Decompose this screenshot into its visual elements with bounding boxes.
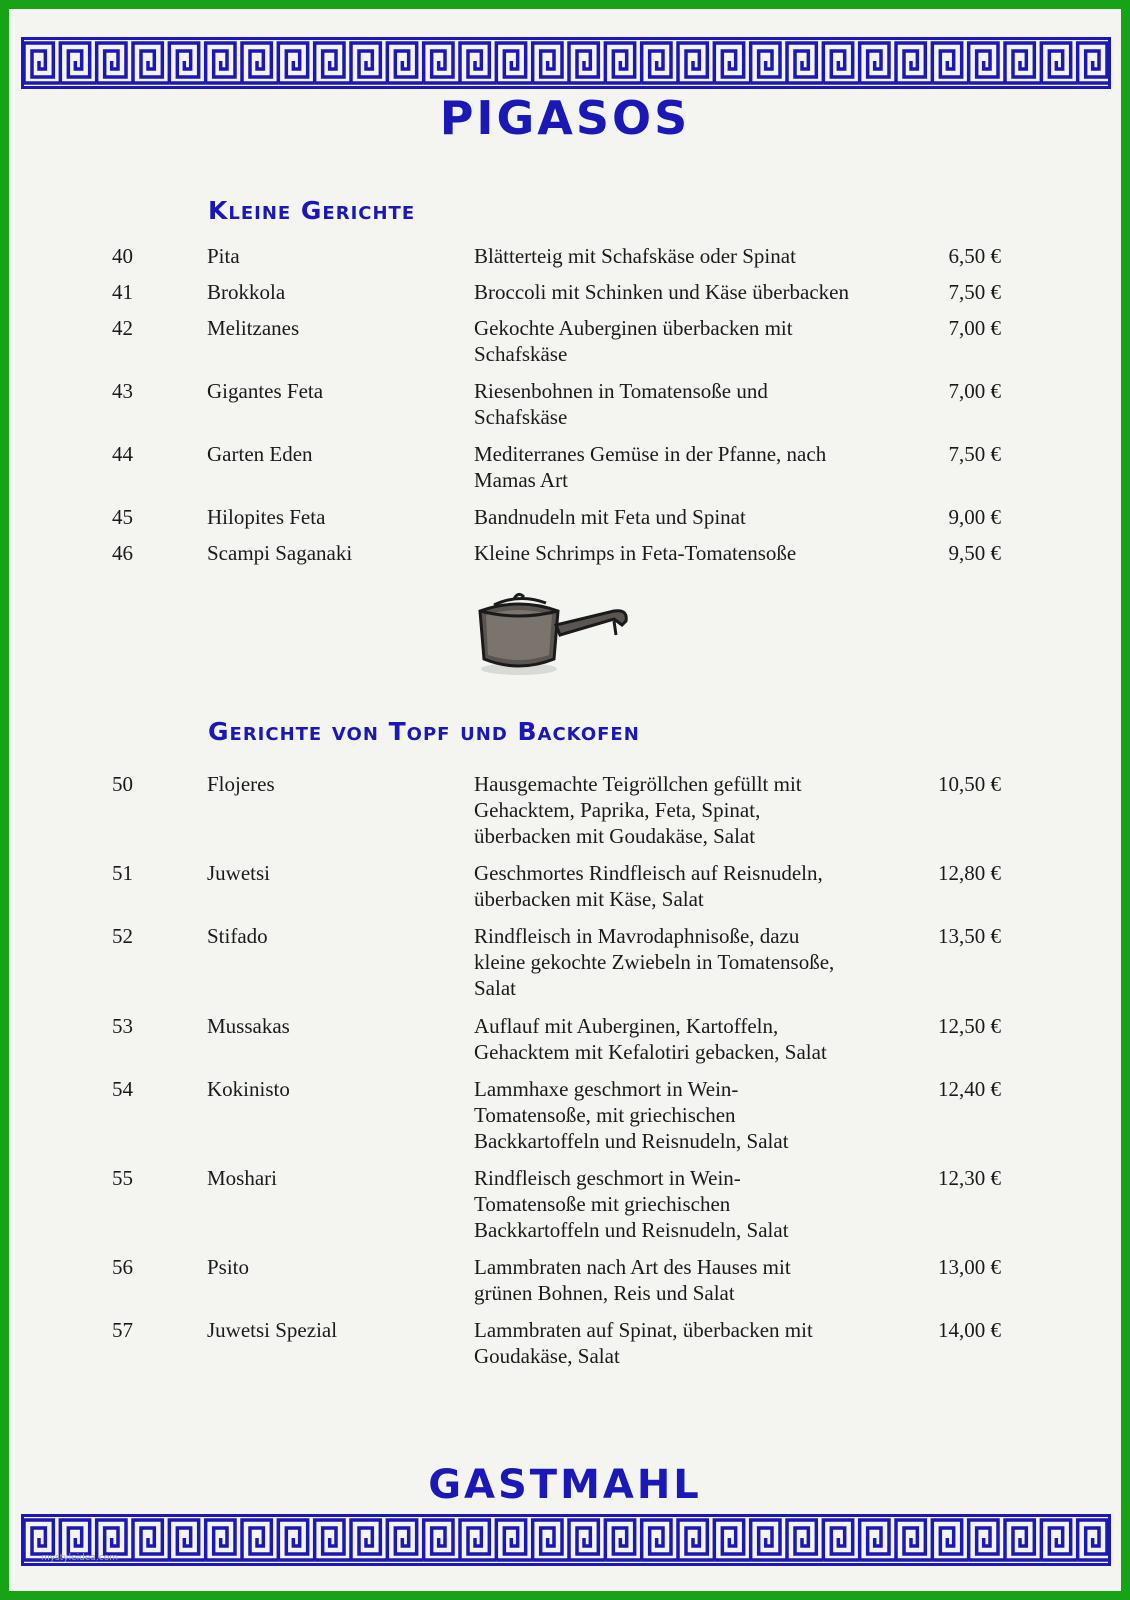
description-line: Hausgemachte Teigröllchen gefüllt mit — [474, 772, 802, 796]
section-heading-kleine-gerichte: Kleine Gerichte — [208, 196, 416, 225]
description-line: Salat — [474, 976, 516, 1000]
description-line: Auflauf mit Auberginen, Kartoffeln, — [474, 1014, 779, 1038]
description-line: Lammhaxe geschmort in Wein- — [474, 1077, 739, 1101]
item-name: Juwetsi Spezial — [207, 1318, 338, 1342]
description-line: überbacken mit Käse, Salat — [474, 887, 704, 911]
description-line: Gehacktem, Paprika, Feta, Spinat, — [474, 798, 761, 822]
description-line: Blätterteig mit Schafskäse oder Spinat — [474, 244, 796, 268]
item-name: Mussakas — [207, 1014, 290, 1038]
item-price: 12,30 € — [938, 1166, 1001, 1190]
description-line: Rindfleisch in Mavrodaphnisoße, dazu — [474, 924, 800, 948]
description-line: Goudakäse, Salat — [474, 1344, 620, 1368]
item-description — [474, 279, 884, 305]
item-description — [474, 860, 884, 912]
description-line: Backkartoffeln und Reisnudeln, Salat — [474, 1218, 789, 1242]
item-description — [474, 771, 884, 849]
item-number: 46 — [112, 541, 133, 565]
item-description — [474, 1317, 884, 1369]
item-price: 7,00 € — [948, 316, 1001, 340]
description-line: Gehacktem mit Kefalotiri gebacken, Salat — [474, 1040, 827, 1064]
description-line: Bandnudeln mit Feta und Spinat — [474, 505, 746, 529]
item-number: 57 — [112, 1318, 133, 1342]
item-price: 13,50 € — [938, 924, 1001, 948]
footer-title: GASTMAHL — [428, 1462, 702, 1508]
item-number: 40 — [112, 244, 133, 268]
item-number: 56 — [112, 1255, 133, 1279]
item-number: 43 — [112, 379, 133, 403]
item-number: 53 — [112, 1014, 133, 1038]
item-description — [474, 504, 884, 530]
item-number: 44 — [112, 442, 133, 466]
description-line: Riesenbohnen in Tomatensoße und — [474, 379, 768, 403]
description-line: Gekochte Auberginen überbacken mit — [474, 316, 793, 340]
item-price: 14,00 € — [938, 1318, 1001, 1342]
description-line: Backkartoffeln und Reisnudeln, Salat — [474, 1129, 789, 1153]
item-price: 12,80 € — [938, 861, 1001, 885]
description-line: Lammbraten auf Spinat, überbacken mit — [474, 1318, 813, 1342]
item-price: 12,50 € — [938, 1014, 1001, 1038]
item-number: 55 — [112, 1166, 133, 1190]
item-price: 7,50 € — [948, 280, 1001, 304]
item-description — [474, 1165, 884, 1243]
restaurant-title: PIGASOS — [439, 91, 691, 145]
item-name: Garten Eden — [207, 442, 313, 466]
greek-key-border-top — [21, 37, 1111, 89]
item-name: Scampi Saganaki — [207, 541, 353, 565]
item-description — [474, 923, 884, 1001]
item-name: Stifado — [207, 924, 268, 948]
item-name: Gigantes Feta — [207, 379, 324, 403]
menu-page — [9, 9, 1121, 1591]
description-line: Broccoli mit Schinken und Käse überbacken — [474, 280, 849, 304]
item-price: 7,50 € — [948, 442, 1001, 466]
item-name: Pita — [207, 244, 240, 268]
item-price: 13,00 € — [938, 1255, 1001, 1279]
description-line: Tomatensoße mit griechischen — [474, 1192, 731, 1216]
description-line: Schafskäse — [474, 405, 568, 429]
cooking-pot-icon — [474, 589, 634, 684]
item-description — [474, 540, 884, 566]
item-number: 54 — [112, 1077, 133, 1101]
item-price: 7,00 € — [948, 379, 1001, 403]
section-heading-topf-backofen: Gerichte von Topf und Backofen — [208, 717, 640, 746]
item-price: 9,50 € — [948, 541, 1001, 565]
item-name: Psito — [207, 1255, 250, 1279]
description-line: Schafskäse — [474, 342, 568, 366]
item-price: 12,40 € — [938, 1077, 1001, 1101]
item-price: 10,50 € — [938, 772, 1001, 796]
watermark: mystyleidea.com — [41, 1553, 119, 1563]
item-number: 42 — [112, 316, 133, 340]
item-number: 51 — [112, 861, 133, 885]
description-line: Mediterranes Gemüse in der Pfanne, nach — [474, 442, 827, 466]
item-name: Kokinisto — [207, 1077, 290, 1101]
description-line: überbacken mit Goudakäse, Salat — [474, 824, 756, 848]
item-name: Brokkola — [207, 280, 286, 304]
item-number: 45 — [112, 505, 133, 529]
item-name: Juwetsi — [207, 861, 270, 885]
description-line: Tomatensoße, mit griechischen — [474, 1103, 736, 1127]
description-line: Rindfleisch geschmort in Wein- — [474, 1166, 741, 1190]
description-line: Lammbraten nach Art des Hauses mit — [474, 1255, 791, 1279]
item-price: 9,00 € — [948, 505, 1001, 529]
item-name: Flojeres — [207, 772, 275, 796]
item-description — [474, 1013, 884, 1065]
greek-key-border-bottom — [21, 1514, 1111, 1566]
description-line: kleine gekochte Zwiebeln in Tomatensoße, — [474, 950, 835, 974]
item-price: 6,50 € — [948, 244, 1001, 268]
item-description — [474, 378, 884, 430]
item-name: Melitzanes — [207, 316, 300, 340]
item-description — [474, 1076, 884, 1154]
item-number: 52 — [112, 924, 133, 948]
item-description — [474, 315, 884, 367]
item-name: Moshari — [207, 1166, 277, 1190]
item-description — [474, 441, 884, 493]
description-line: grünen Bohnen, Reis und Salat — [474, 1281, 735, 1305]
item-number: 50 — [112, 772, 133, 796]
description-line: Mamas Art — [474, 468, 568, 492]
item-description — [474, 243, 884, 269]
description-line: Geschmortes Rindfleisch auf Reisnudeln, — [474, 861, 823, 885]
item-name: Hilopites Feta — [207, 505, 326, 529]
item-number: 41 — [112, 280, 133, 304]
description-line: Kleine Schrimps in Feta-Tomatensoße — [474, 541, 797, 565]
item-description — [474, 1254, 884, 1306]
